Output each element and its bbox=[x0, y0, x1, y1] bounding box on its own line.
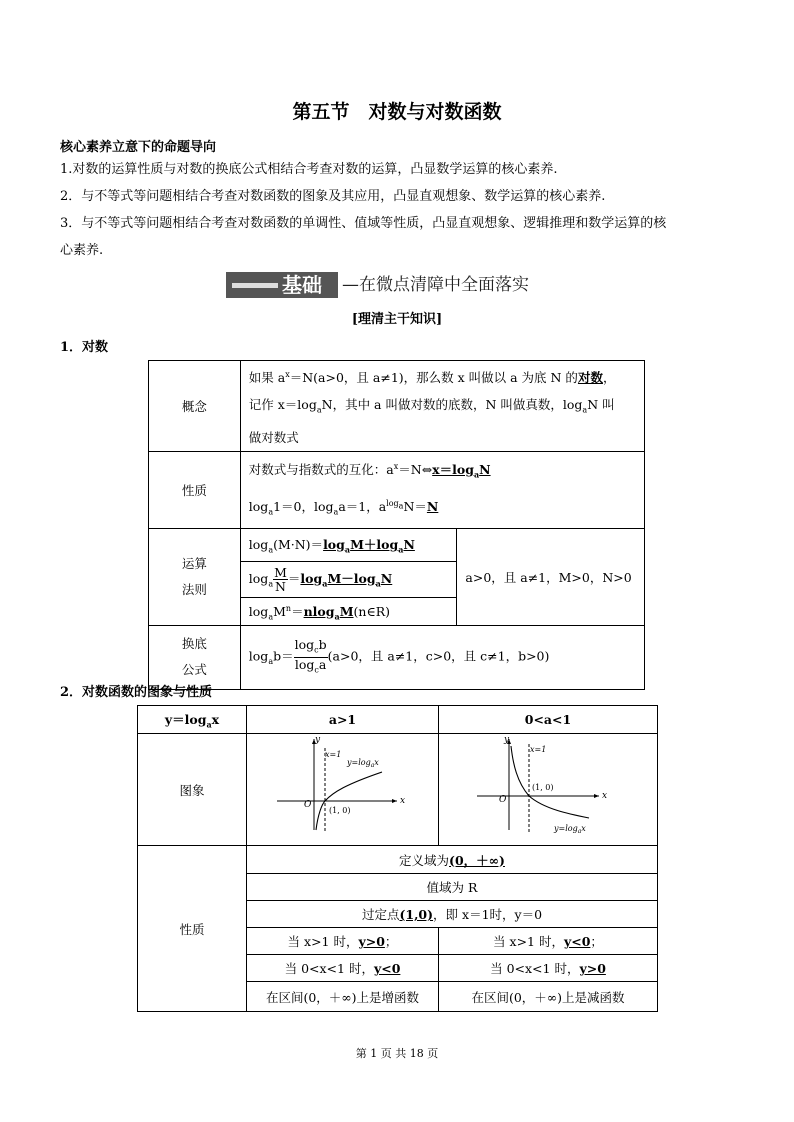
guide-item-2: 2．与不等式等问题相结合考查对数函数的图象及其应用，凸显直观想象、数学运算的核心素养. bbox=[60, 189, 606, 204]
table-row bbox=[149, 451, 645, 528]
guide-item-1: 1.对数的运算性质与对数的换底公式相结合考查对数的运算，凸显数学运算的核心素养. bbox=[60, 162, 558, 177]
sign-x-lt-1-dec: 当 0<x<1 时，y>0 bbox=[439, 955, 658, 982]
origin-label: O bbox=[304, 800, 312, 810]
y-label: y bbox=[315, 735, 321, 745]
table-row bbox=[138, 706, 658, 734]
concept-label: 概念 bbox=[149, 361, 241, 452]
graph-increasing bbox=[247, 734, 439, 846]
change-of-base-label: 换底 公式 bbox=[149, 625, 241, 689]
banner-bar bbox=[232, 283, 278, 288]
header-a-between-0-1: 0<a<1 bbox=[439, 706, 658, 734]
point-label: (1, 0) bbox=[532, 783, 554, 792]
rule-power: $\log_aM^n=nlog_aM(n\in R)$ bbox=[240, 597, 457, 625]
rules-condition: a>0，且 a≠1，M>0，N>0 bbox=[457, 528, 645, 625]
banner-label: 基础 bbox=[282, 273, 322, 297]
page-footer: 第 1 页 共 18 页 bbox=[355, 1047, 439, 1060]
page-title: 第五节 对数与对数函数 bbox=[292, 101, 502, 123]
graph-increasing-svg bbox=[247, 734, 438, 842]
property-cell: 对数式与指数式的互化：$a^x=N\Leftrightarrow x=\log_aN$ $\log_a1=0$，$\log_aa=1$，$a^{log_a}N=N$ bbox=[240, 451, 644, 528]
section-banner bbox=[226, 272, 566, 300]
change-of-base-formula: $\log_ab=$ $\frac{\log_cb}{\log_ca}$ (a>0，且 a≠1，c>0，且 c≠1，b>0) bbox=[240, 625, 644, 689]
property-label: 性质 bbox=[149, 451, 241, 528]
fixed-point-cell: 过定点(1,0)，即 x＝1时，y＝0 bbox=[247, 901, 658, 928]
graph-label: 图象 bbox=[138, 734, 247, 846]
rules-label: 运算 法则 bbox=[149, 528, 241, 625]
guide-heading: 核心素养立意下的命题导向 bbox=[60, 140, 217, 155]
x1-label: x=1 bbox=[530, 745, 547, 754]
sign-x-lt-1-inc: 当 0<x<1 时，y<0 bbox=[247, 955, 439, 982]
rule-quotient: $\log_a$ $\frac{M}{N}$ $=\log_aM-\log_aN$ bbox=[240, 561, 457, 597]
section-heading: [理清主干知识] bbox=[351, 312, 443, 327]
header-a-greater-1: a>1 bbox=[247, 706, 439, 734]
monotonic-dec: 在区间(0，＋∞)上是减函数 bbox=[439, 982, 658, 1012]
sign-x-gt-1-inc: 当 x>1 时，y>0； bbox=[247, 928, 439, 955]
decreasing-curve bbox=[511, 746, 589, 818]
x-label: x bbox=[602, 791, 608, 801]
origin-label: O bbox=[499, 795, 507, 805]
logarithm-table bbox=[148, 360, 645, 690]
graph-decreasing-svg bbox=[439, 734, 657, 842]
table-row bbox=[138, 846, 658, 874]
property-label: 性质 bbox=[138, 846, 247, 1012]
point-label: (1, 0) bbox=[329, 806, 351, 815]
x1-label: x=1 bbox=[325, 750, 342, 759]
guide-item-3-cont: 心素养. bbox=[60, 243, 104, 258]
sign-x-gt-1-dec: 当 x>1 时，y<0； bbox=[439, 928, 658, 955]
header-function: $y=\log_ax$ bbox=[138, 706, 247, 734]
rule-product: $\log_a(M\cdot N)=\log_aM+\log_aN$ bbox=[240, 528, 457, 561]
y-label: y bbox=[504, 735, 510, 745]
table-row bbox=[149, 528, 645, 561]
table-row bbox=[149, 625, 645, 689]
range-cell: 值域为 R bbox=[247, 874, 658, 901]
monotonic-inc: 在区间(0，＋∞)上是增函数 bbox=[247, 982, 439, 1012]
x-axis-arrow bbox=[392, 799, 397, 803]
guide-item-3: 3．与不等式等问题相结合考查对数函数的单调性、值域等性质，凸显直观想象、逻辑推理和数学运算的核 bbox=[60, 216, 667, 231]
curve-label: $y=\log_ax$ bbox=[347, 758, 379, 769]
x-label: x bbox=[400, 796, 406, 806]
part1-heading: 1．对数 bbox=[60, 340, 109, 355]
x-axis-arrow bbox=[594, 794, 599, 798]
curve-label: $y=\log_ax$ bbox=[554, 824, 586, 835]
table-row bbox=[138, 734, 658, 846]
banner-subtitle: —在微点清障中全面落实 bbox=[342, 275, 529, 295]
concept-cell: 如果 $a^x=N(a>0$，且 a≠1)，那么数 x 叫做以 a 为底 N 的对数， 记作 $x=\log_aN$，其中 a 叫做对数的底数，N 叫做真数，$\log_aN$ 叫 做对数式 bbox=[240, 361, 644, 452]
table-row bbox=[149, 361, 645, 452]
log-function-table bbox=[137, 705, 658, 1012]
graph-decreasing bbox=[439, 734, 658, 846]
part2-heading: 2．对数函数的图象与性质 bbox=[60, 685, 213, 700]
domain-cell: 定义域为(0，＋∞) bbox=[247, 846, 658, 874]
